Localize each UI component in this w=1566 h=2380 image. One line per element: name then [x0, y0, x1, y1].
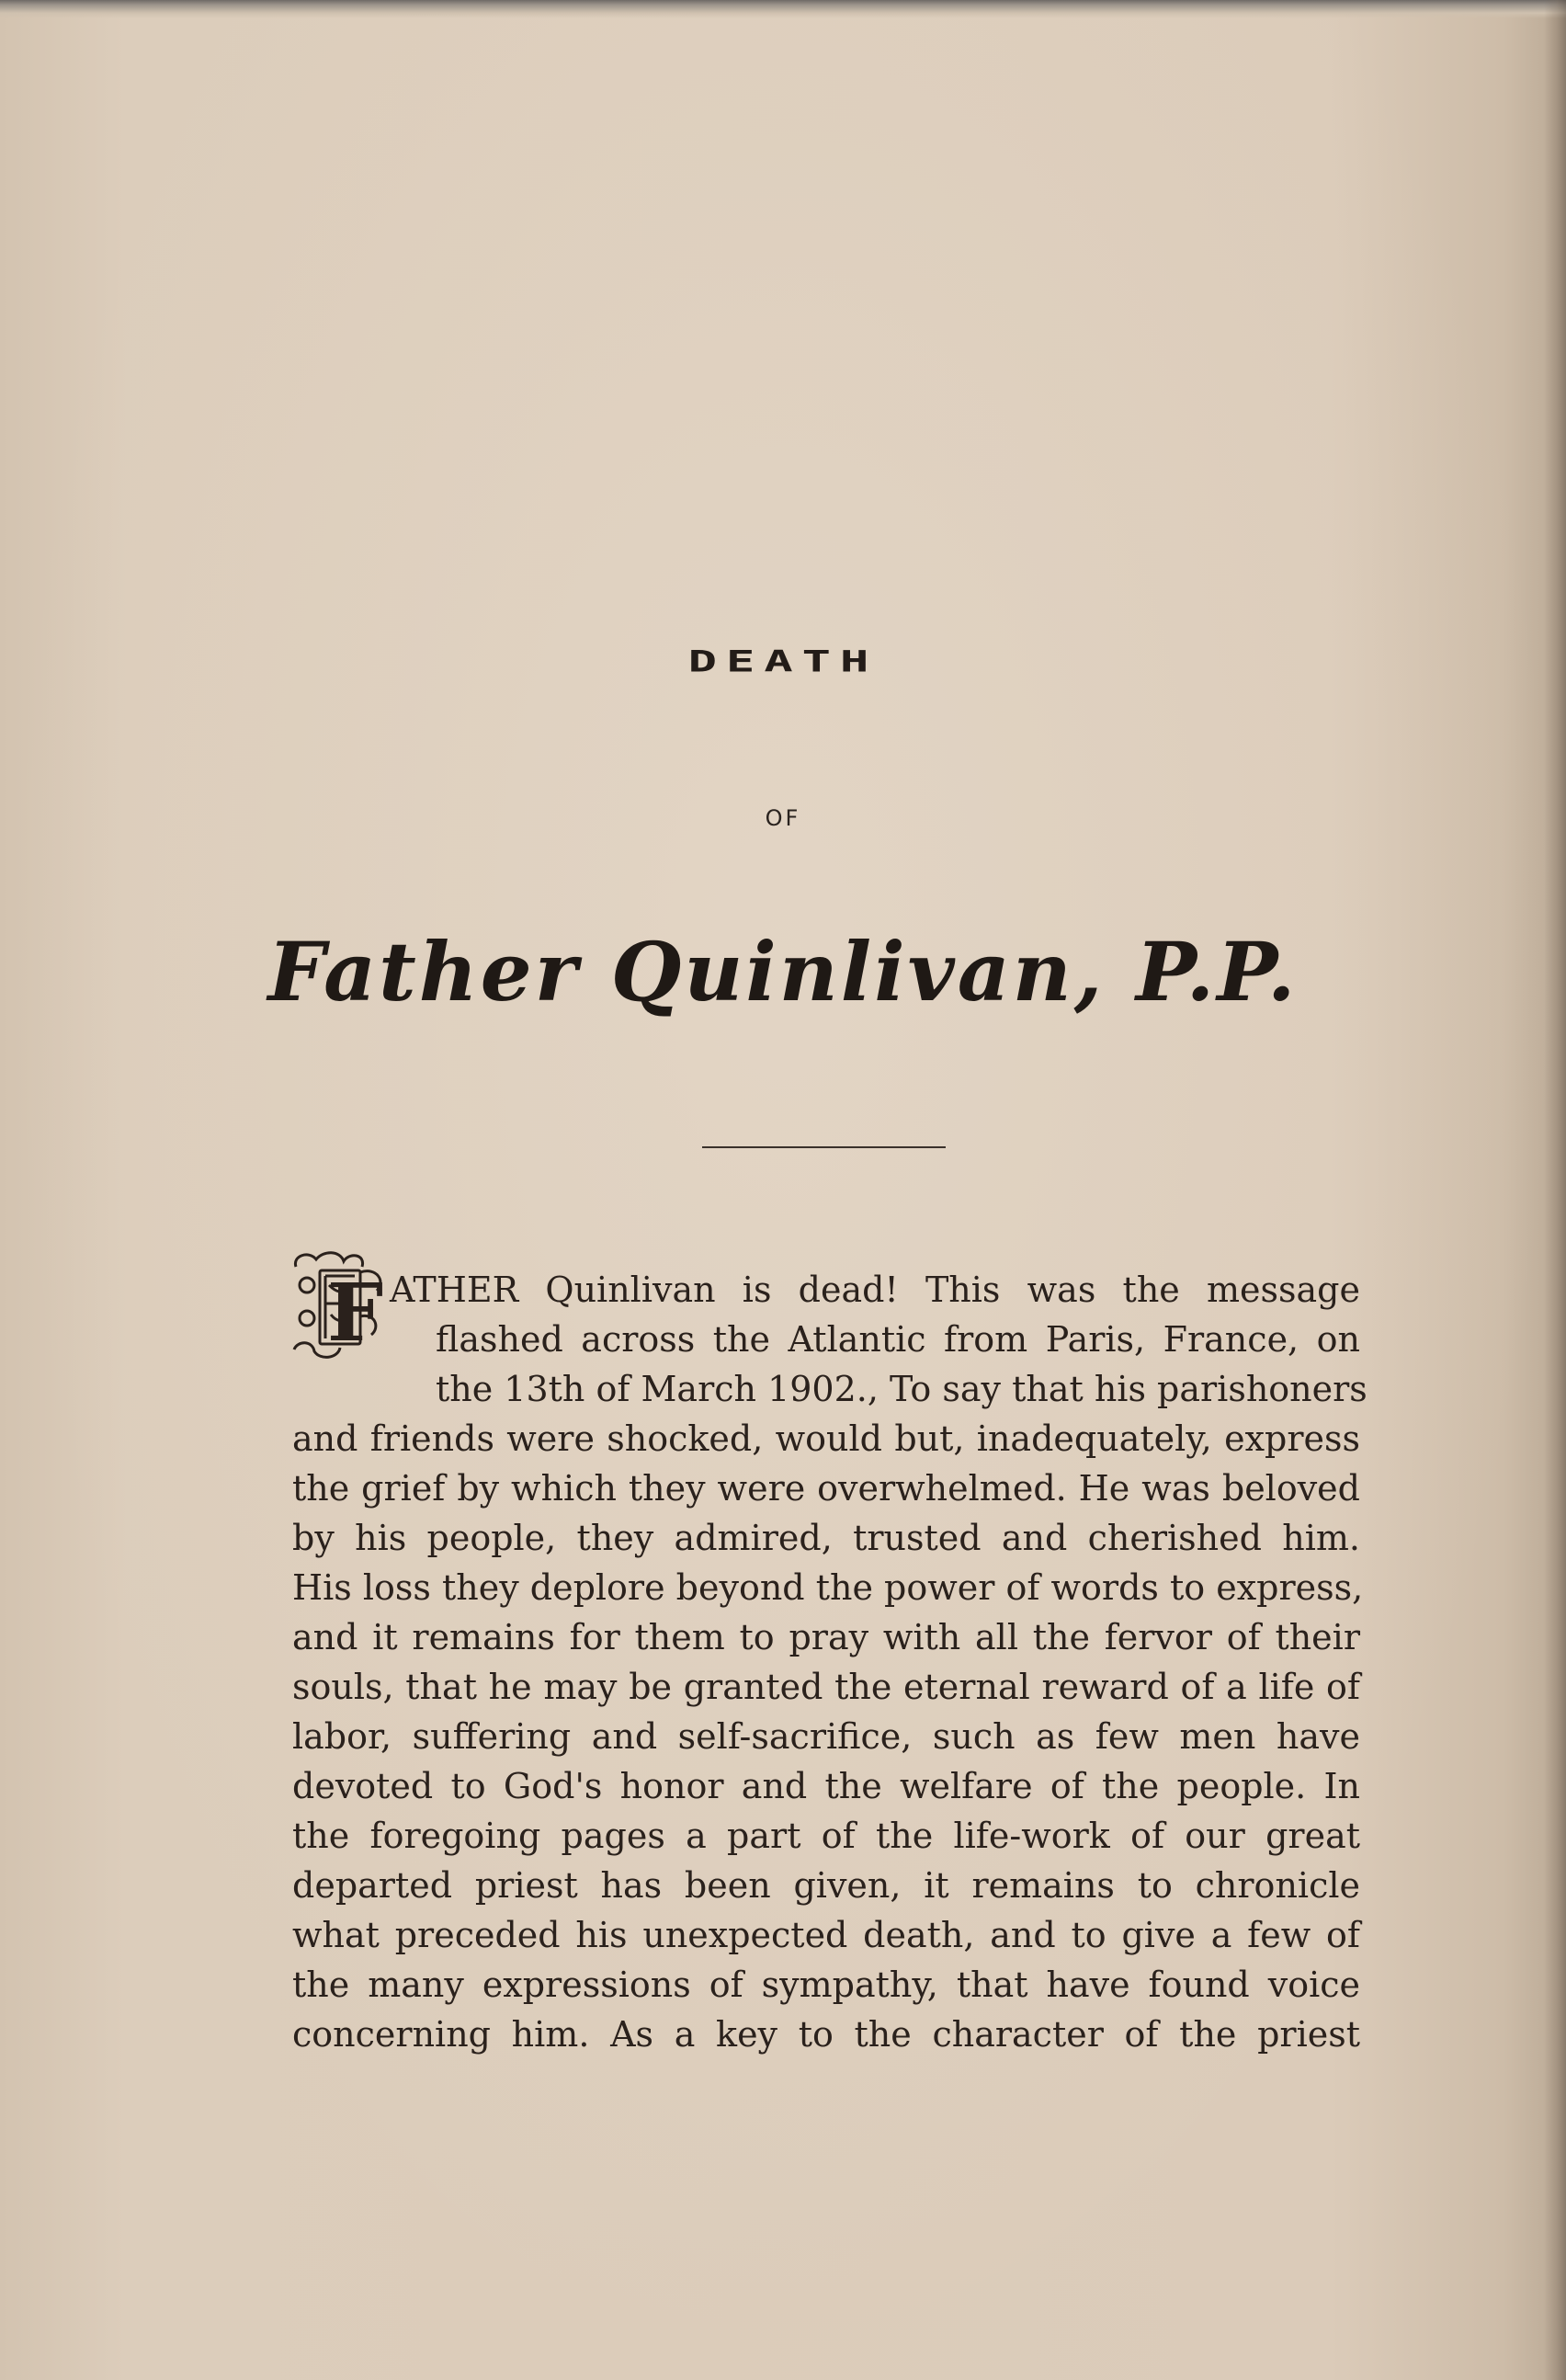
section-divider: [702, 1146, 946, 1148]
body-line-13: departed priest has been given, it remains to chronicle: [292, 1865, 1360, 1906]
page-top-edge: [0, 0, 1566, 18]
body-line-10: labor, suffering and self-sacrifice, such as few men have: [292, 1716, 1360, 1757]
heading-death: DEATH: [687, 644, 879, 679]
body-line-4: and friends were shocked, would but, inadequately, express: [292, 1418, 1360, 1459]
body-line-3: the 13th of March 1902., To say that his parishoners: [436, 1369, 1367, 1409]
body-line-5: the grief by which they were overwhelmed. He was beloved: [292, 1468, 1360, 1509]
body-line-2: flashed across the Atlantic from Paris, France, on: [436, 1319, 1360, 1360]
page-right-edge: [1544, 0, 1566, 2380]
body-line-14: what preceded his unexpected death, and to give a few of: [292, 1915, 1360, 1955]
body-line-12: the foregoing pages a part of the life-work of our great: [292, 1816, 1360, 1856]
body-line-15: the many expressions of sympathy, that have found voice: [292, 1964, 1360, 2005]
body-line-9: souls, that he may be granted the eternal reward of a life of: [292, 1667, 1360, 1707]
body-line-1: ATHER Quinlivan is dead! This was the message: [390, 1270, 1360, 1310]
heading-name: Father Quinlivan, P.P.: [267, 924, 1299, 1019]
body-line-8: and it remains for them to pray with all the fervor of their: [292, 1617, 1360, 1657]
svg-text:F: F: [327, 1267, 384, 1360]
body-line-6: by his people, they admired, trusted and cherished him.: [292, 1518, 1360, 1558]
body-line-11: devoted to God's honor and the welfare of the people. In: [292, 1766, 1360, 1806]
body-line-16: concerning him. As a key to the character of the priest: [292, 2014, 1360, 2055]
body-line-7: His loss they deplore beyond the power of words to express,: [292, 1567, 1364, 1608]
heading-of: OF: [765, 805, 801, 831]
ornamental-initial-icon: [289, 1248, 392, 1386]
drop-cap-ornament: [289, 1248, 392, 1386]
